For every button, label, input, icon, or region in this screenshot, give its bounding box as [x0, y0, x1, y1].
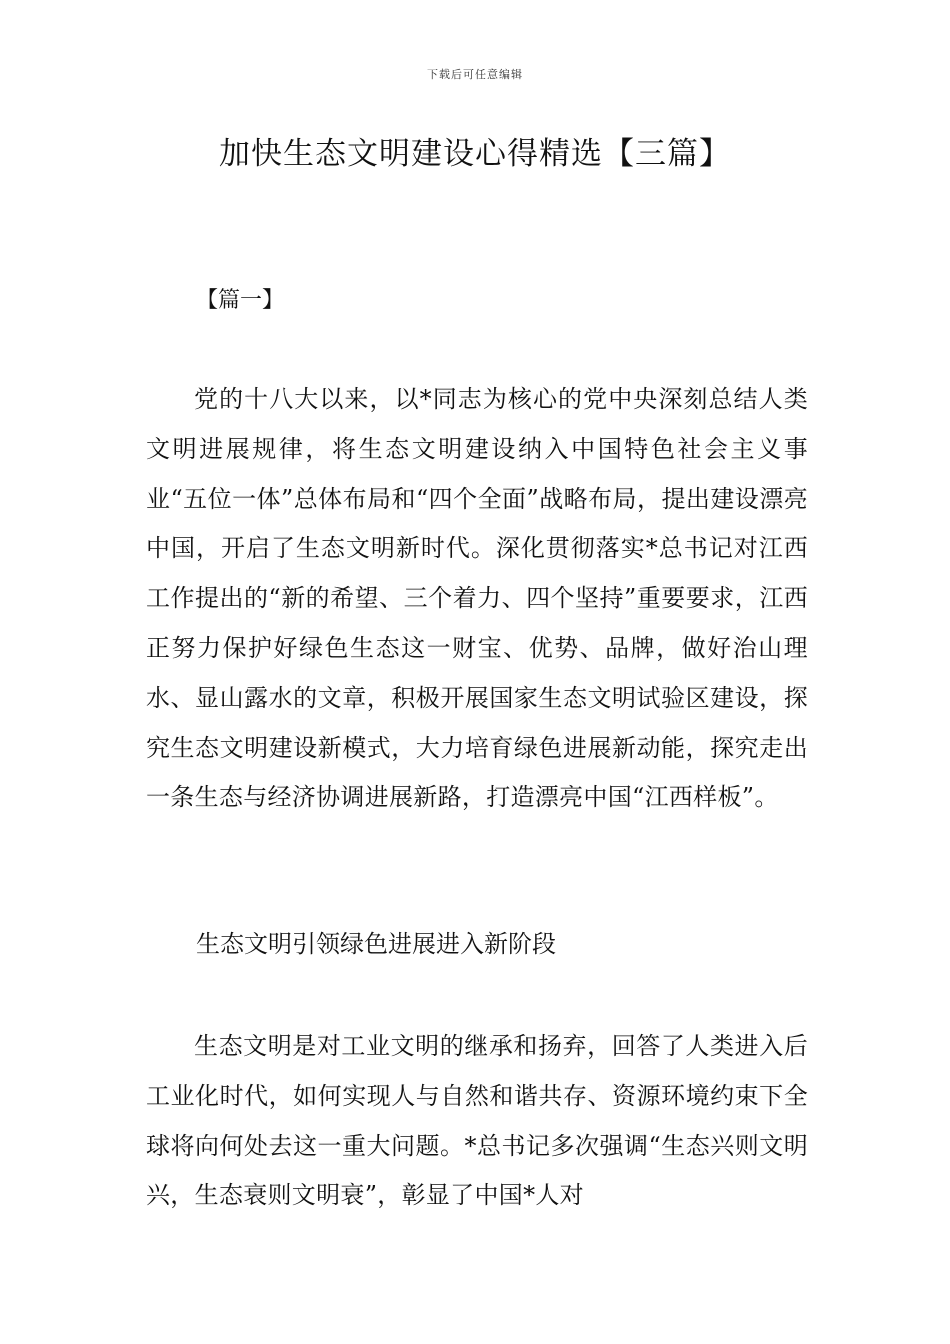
section-label: 【篇一】 [196, 288, 285, 313]
paragraph-body: 生态文明是对工业文明的继承和扬弃，回答了人类进入后工业化时代，如何实现人与自然和谐共存、资源环境约束下全球将向何处去这一重大问题。*总书记多次强调“生态兴则文明兴，生态衰则文明衰”，彰显了中国*人对 [146, 1032, 808, 1210]
section-subheading: 生态文明引领绿色进展进入新阶段 [196, 930, 556, 958]
document-title: 加快生态文明建设心得精选【三篇】 [219, 136, 731, 172]
page-header-note: 下载后可任意编辑 [427, 68, 523, 81]
paragraph-intro: 党的十八大以来，以*同志为核心的党中央深刻总结人类文明进展规律，将生态文明建设纳入中国特色社会主义事业“五位一体”总体布局和“四个全面”战略布局，提出建设漂亮中国，开启了生态文明新时代。深化贯彻落实*总书记对江西工作提出的“新的希望、三个着力、四个坚持”重要要求，江西正努力保护好绿色生态这一财宝、优势、品牌，做好治山理水、显山露水的文章，积极开展国家生态文明试验区建设，探究生态文明建设新模式，大力培育绿色进展新动能，探究走出一条生态与经济协调进展新路，打造漂亮中国“江西样板”。 [146, 385, 808, 812]
